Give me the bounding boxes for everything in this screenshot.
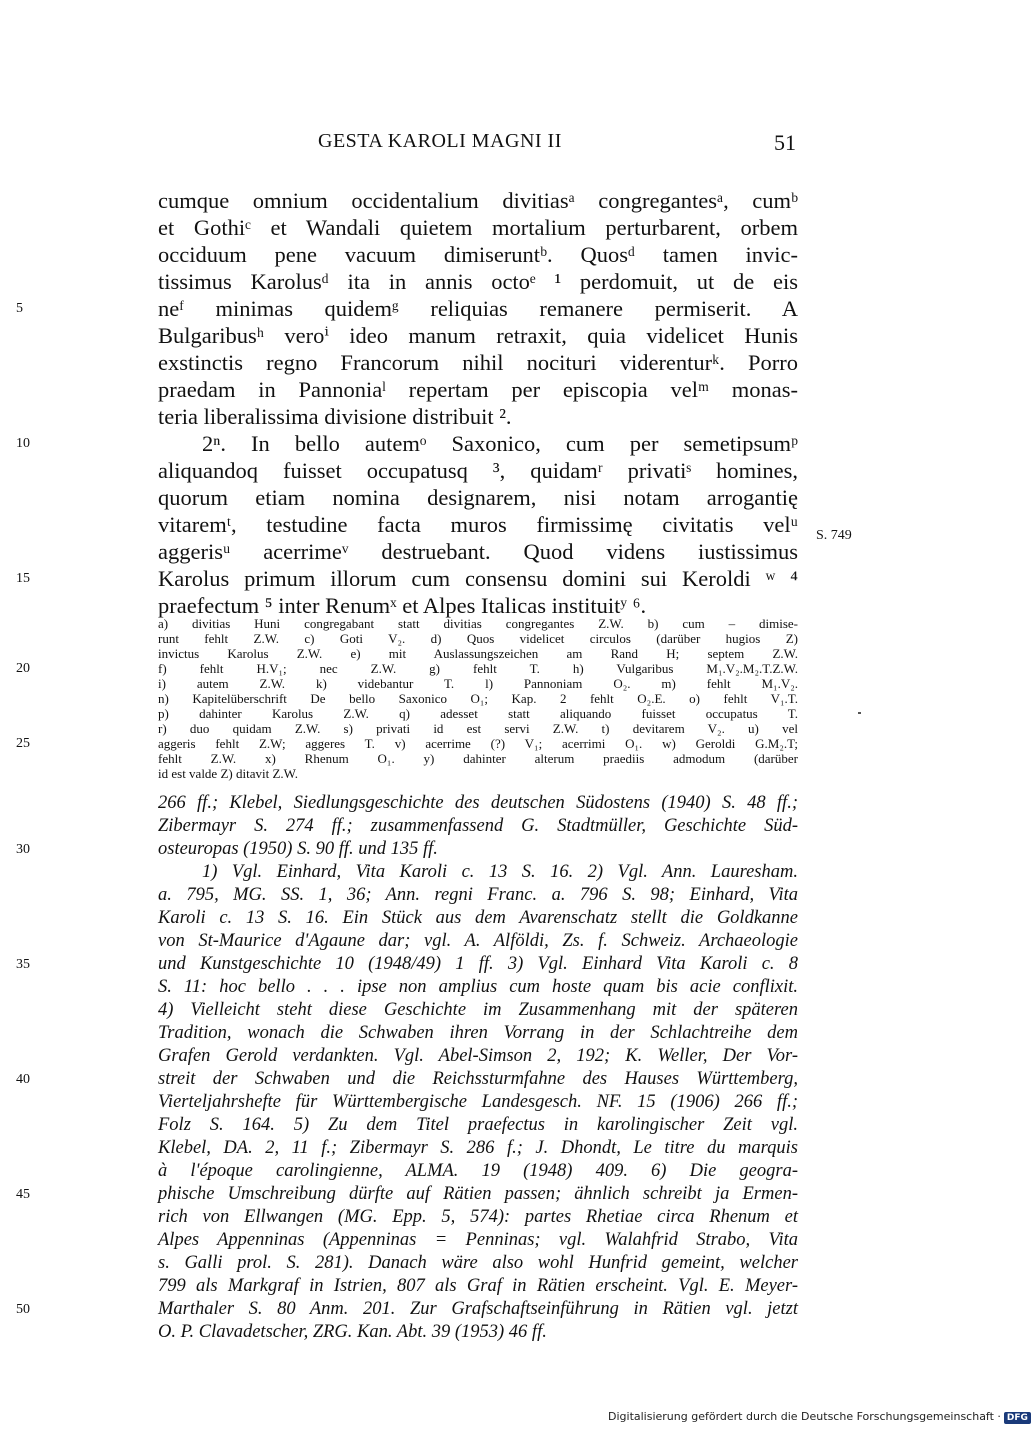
apparatus-line — [158, 616, 798, 631]
line-text: exstinctis regno Francorum nihil nocituri viderenturᵏ. Porro — [158, 350, 798, 375]
line-text: quorum etiam nomina designarem, nisi notam arrogantię — [158, 485, 798, 510]
text-line — [158, 538, 798, 565]
scan-mark — [858, 712, 861, 714]
note-line — [158, 999, 798, 1022]
note-line — [158, 1022, 798, 1045]
text-line — [16, 295, 798, 322]
text-line — [158, 457, 798, 484]
critical-apparatus — [16, 616, 798, 781]
main-text — [16, 187, 798, 619]
line-text: aggeris fehlt Z.W; aggeres T. v) acerrime (?) V₁; acerrimi O₁. w) Geroldi G.M₂.T; — [158, 736, 798, 751]
line-text: streit der Schwaben und die Reichssturmfahne des Hauses Württemberg, — [158, 1069, 798, 1089]
line-text: cumque omnium occidentalium divitiasᵃ congregantesᵃ, cumᵇ — [158, 188, 798, 213]
apparatus-line — [158, 646, 798, 661]
commentary-notes — [16, 792, 798, 1344]
line-text: Alpes Appenninas (Appenninas = Penninas; vgl. Walahfrid Strabo, Vita — [158, 1230, 798, 1250]
text-line — [158, 403, 798, 430]
line-text: und Kunstgeschichte 10 (1948/49) 1 ff. 3) Vgl. Einhard Vita Karoli c. 8 — [158, 954, 798, 974]
page-number: 51 — [774, 130, 796, 155]
text-line — [158, 592, 798, 619]
line-number: 15 — [16, 571, 30, 586]
text-line — [158, 214, 798, 241]
line-text: Grafen Gerold verdankten. Vgl. Abel-Simson 2, 192; K. Weller, Der Vor- — [158, 1046, 798, 1066]
line-text: aliquandoq fuisset occupatusq ³, quidamʳ privatiˢ homines, — [158, 458, 798, 483]
apparatus-line — [158, 691, 798, 706]
text-line — [158, 268, 798, 295]
text-line — [158, 484, 798, 511]
apparatus-line — [158, 706, 798, 721]
note-line — [16, 1068, 798, 1091]
line-text: s. Galli prol. S. 281). Danach wäre also wohl Hunfrid gemeint, welcher — [158, 1253, 798, 1273]
line-text: Karoli c. 13 S. 16. Ein Stück aus dem Avarenschatz stellt die Goldkanne — [158, 908, 798, 928]
apparatus-line — [16, 736, 798, 751]
line-text: et Gothiᶜ et Wandali quietem mortalium perturbarent, orbem — [158, 215, 798, 240]
line-text: i) autem Z.W. k) videbantur T. l) Pannoniam O₂. m) fehlt M₁.V₂. — [158, 676, 798, 691]
line-text: a) divitias Huni congregabant statt divitias congregantes Z.W. b) cum – dimise- — [158, 616, 798, 631]
line-text: f) fehlt H.V₁; nec Z.W. g) fehlt T. h) Vulgaribus M₁.V₂.M₂.T.Z.W. — [158, 661, 798, 676]
text-line — [158, 241, 798, 268]
line-text: vitaremᵗ, testudine facta muros firmissimę civitatis velᵘ — [158, 512, 798, 537]
line-text: praedam in Pannoniaˡ repertam per episcopia velᵐ monas- — [158, 377, 798, 402]
line-number: 30 — [16, 842, 30, 857]
line-text: Folz S. 164. 5) Zu dem Titel praefectus in karolingischer Zeit vgl. — [158, 1115, 798, 1135]
line-text: tissimus Karolusᵈ ita in annis octoᵉ ¹ perdomuit, ut de eis — [158, 269, 798, 294]
line-text: Marthaler S. 80 Anm. 201. Zur Grafschaftseinführung in Rätien vgl. jetzt — [158, 1299, 798, 1319]
apparatus-line — [158, 721, 798, 736]
dfg-logo: DFG — [1004, 1412, 1031, 1424]
line-text: 266 ff.; Klebel, Siedlungsgeschichte des deutschen Südostens (1940) S. 48 ff.; — [158, 793, 798, 813]
line-text: à l'époque carolingienne, ALMA. 19 (1948) 409. 6) Die geogra- — [158, 1161, 798, 1181]
note-line — [158, 792, 798, 815]
text-line — [16, 430, 798, 457]
line-text: praefectum ⁵ inter Renumˣ et Alpes Italicas instituitʸ ⁶. — [158, 593, 647, 618]
line-number: 20 — [16, 661, 30, 676]
line-number: 5 — [16, 301, 23, 316]
note-line — [158, 1229, 798, 1252]
line-text: p) dahinter Karolus Z.W. q) adesset statt aliquando fuisset occupatus T. — [158, 706, 798, 721]
note-line — [158, 930, 798, 953]
text-line — [158, 349, 798, 376]
line-number: 40 — [16, 1072, 30, 1087]
line-text: r) duo quidam Z.W. s) privati id est servi Z.W. t) devitarem V₂. u) vel — [158, 721, 798, 736]
footer-credit — [608, 1410, 1031, 1424]
line-text: runt fehlt Z.W. c) Goti V₂. d) Quos videlicet circulos (darüber hugios Z) — [158, 631, 798, 646]
note-line — [158, 1160, 798, 1183]
line-text: teria liberalissima divisione distribuit ². — [158, 404, 512, 429]
note-line — [158, 1114, 798, 1137]
line-text: n) Kapitelüberschrift De bello Saxonico O₁; Kap. 2 fehlt O₂.E. o) fehlt V₁.T. — [158, 691, 798, 706]
apparatus-line — [158, 676, 798, 691]
line-text: neᶠ minimas quidemᵍ reliquias remanere permiserit. A — [158, 296, 798, 321]
line-text: occiduum pene vacuum dimiseruntᵇ. Quosᵈ tamen invic- — [158, 242, 798, 267]
line-number: 50 — [16, 1302, 30, 1317]
note-line — [16, 953, 798, 976]
line-number: 25 — [16, 736, 30, 751]
apparatus-line — [16, 661, 798, 676]
text-line — [158, 187, 798, 214]
note-line — [158, 884, 798, 907]
line-text: von St-Maurice d'Agaune dar; vgl. A. Alföldi, Zs. f. Schweiz. Archaeologie — [158, 931, 798, 951]
note-line — [158, 1275, 798, 1298]
line-text: phische Umschreibung dürfte auf Rätien passen; ähnlich schreibt ja Ermen- — [158, 1184, 798, 1204]
line-text: S. 11: hoc bello . . . ipse non amplius cum hoste quam bis acie conflixit. — [158, 977, 798, 997]
note-line — [16, 1298, 798, 1321]
text-line — [158, 322, 798, 349]
line-text: Zibermayr S. 274 ff.; zusammenfassend G. Stadtmüller, Geschichte Süd- — [158, 816, 798, 836]
line-text: Tradition, wonach die Schwaben ihren Vorrang in der Schlachtreihe dem — [158, 1023, 798, 1043]
note-line — [158, 1137, 798, 1160]
note-line — [158, 1252, 798, 1275]
note-line — [16, 838, 798, 861]
line-text: rich von Ellwangen (MG. Epp. 5, 574): partes Rhetiae circa Rhenum et — [158, 1207, 798, 1227]
line-text: Karolus primum illorum cum consensu domini sui Keroldi ʷ ⁴ — [158, 566, 798, 591]
line-text: 1) Vgl. Einhard, Vita Karoli c. 13 S. 16. 2) Vgl. Ann. Lauresham. — [202, 862, 798, 882]
note-line — [158, 1045, 798, 1068]
line-text: 4) Vielleicht steht diese Geschichte im Zusammenhang mit der späteren — [158, 1000, 798, 1020]
note-line — [158, 1206, 798, 1229]
running-title: GESTA KAROLI MAGNI II — [318, 130, 562, 152]
apparatus-line — [158, 751, 798, 766]
note-line — [158, 976, 798, 999]
line-text: 2ⁿ. In bello autemᵒ Saxonico, cum per semetipsumᵖ — [202, 431, 798, 456]
text-line — [158, 376, 798, 403]
line-text: Klebel, DA. 2, 11 f.; Zibermayr S. 286 f.; J. Dhondt, Le titre du marquis — [158, 1138, 798, 1158]
line-number: 35 — [16, 957, 30, 972]
line-text: Bulgaribusʰ veroⁱ ideo manum retraxit, quia videlicet Hunis — [158, 323, 798, 348]
note-line — [158, 907, 798, 930]
line-text: id est valde Z) ditavit Z.W. — [158, 766, 298, 781]
note-line — [158, 815, 798, 838]
note-line — [158, 1091, 798, 1114]
margin-page-reference: S. 749 — [816, 528, 852, 543]
text-line — [158, 511, 798, 538]
apparatus-line — [158, 766, 798, 781]
line-text: Vierteljahrshefte für Württembergische Landesgesch. NF. 15 (1906) 266 ff.; — [158, 1092, 798, 1112]
text-line — [16, 565, 798, 592]
line-text: invictus Karolus Z.W. e) mit Auslassungszeichen am Rand H; septem Z.W. — [158, 646, 798, 661]
line-text: fehlt Z.W. x) Rhenum O₁. y) dahinter alterum praediis admodum (darüber — [158, 751, 798, 766]
line-text: O. P. Clavadetscher, ZRG. Kan. Abt. 39 (1953) 46 ff. — [158, 1322, 547, 1342]
note-line — [16, 1183, 798, 1206]
footer-text: Digitalisierung gefördert durch die Deutsche Forschungsgemeinschaft · — [608, 1410, 1001, 1423]
apparatus-line — [158, 631, 798, 646]
line-text: a. 795, MG. SS. 1, 36; Ann. regni Franc. a. 796 S. 98; Einhard, Vita — [158, 885, 798, 905]
running-header — [0, 130, 1000, 160]
line-number: 45 — [16, 1187, 30, 1202]
note-line — [158, 1321, 798, 1344]
line-text: aggerisᵘ acerrimeᵛ destruebant. Quod videns iustissimus — [158, 539, 798, 564]
line-text: osteuropas (1950) S. 90 ff. und 135 ff. — [158, 839, 438, 859]
note-line — [158, 861, 798, 884]
line-text: 799 als Markgraf in Istrien, 807 als Graf in Rätien erscheint. Vgl. E. Meyer- — [158, 1276, 798, 1296]
line-number: 10 — [16, 436, 30, 451]
